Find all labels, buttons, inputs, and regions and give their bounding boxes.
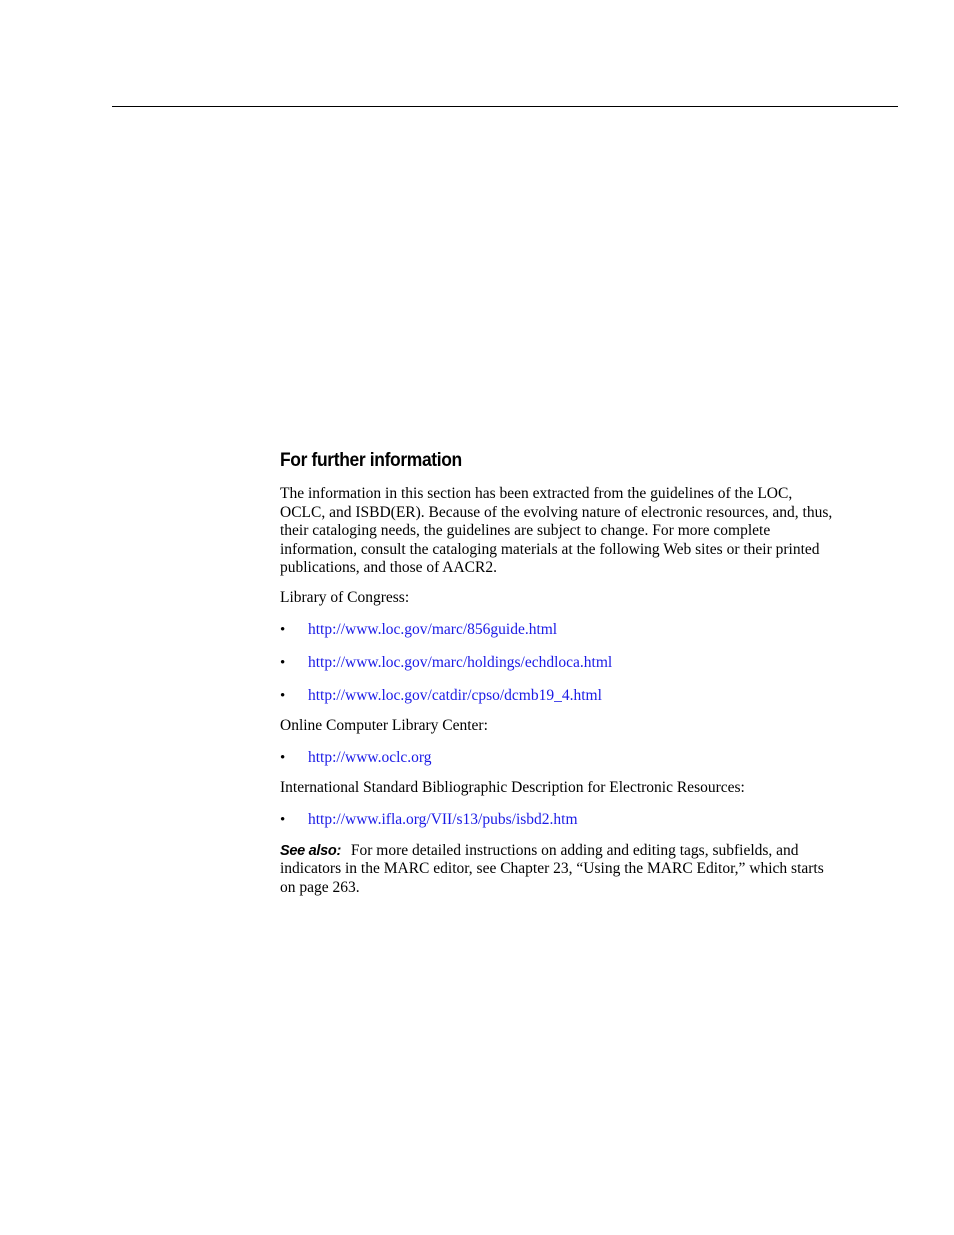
see-also-note [280,842,840,898]
link-list-oclc [280,749,840,768]
link-loc-856guide[interactable]: http://www.loc.gov/marc/856guide.html [308,620,558,638]
see-also-text: For more detailed instructions on adding and editing tags, subfields, and indicators in the MARC editor, see Chapter 23, “Using the MARC Editor,” which starts on page 263. [280,841,824,896]
bullet-icon: • [280,687,286,704]
bullet-icon: • [280,654,286,671]
list-item [280,621,840,640]
section-heading: For further information [280,450,462,471]
group-label-isbd: International Standard Bibliographic Description for Electronic Resources: [280,779,745,797]
link-ifla-isbd2[interactable]: http://www.ifla.org/VII/s13/pubs/isbd2.htm [308,810,578,828]
list-item [280,811,840,830]
link-list-isbd [280,811,840,830]
bullet-icon: • [280,621,286,638]
header-rule [112,106,898,107]
link-oclc[interactable]: http://www.oclc.org [308,748,432,766]
intro-paragraph: The information in this section has been extracted from the guidelines of the LOC, OCLC, and ISBD(ER). Because of the evolving nature of electronic resources, and, thus, their cataloging needs, the guidelines are subject to change. For more complete information, consult the cataloging materials at the following Web sites or their printed publications, and those of AACR2. [280,485,833,577]
list-item [280,749,840,768]
link-list-loc [280,621,840,706]
bullet-icon: • [280,811,286,828]
bullet-icon: • [280,749,286,766]
link-loc-echdloca[interactable]: http://www.loc.gov/marc/holdings/echdloca.html [308,653,613,671]
list-item [280,687,840,706]
group-label-oclc: Online Computer Library Center: [280,717,488,735]
list-item [280,654,840,673]
group-label-loc: Library of Congress: [280,588,410,606]
link-loc-dcmb19[interactable]: http://www.loc.gov/catdir/cpso/dcmb19_4.html [308,686,602,704]
see-also-label: See also: [280,842,341,859]
section-content [280,448,840,897]
